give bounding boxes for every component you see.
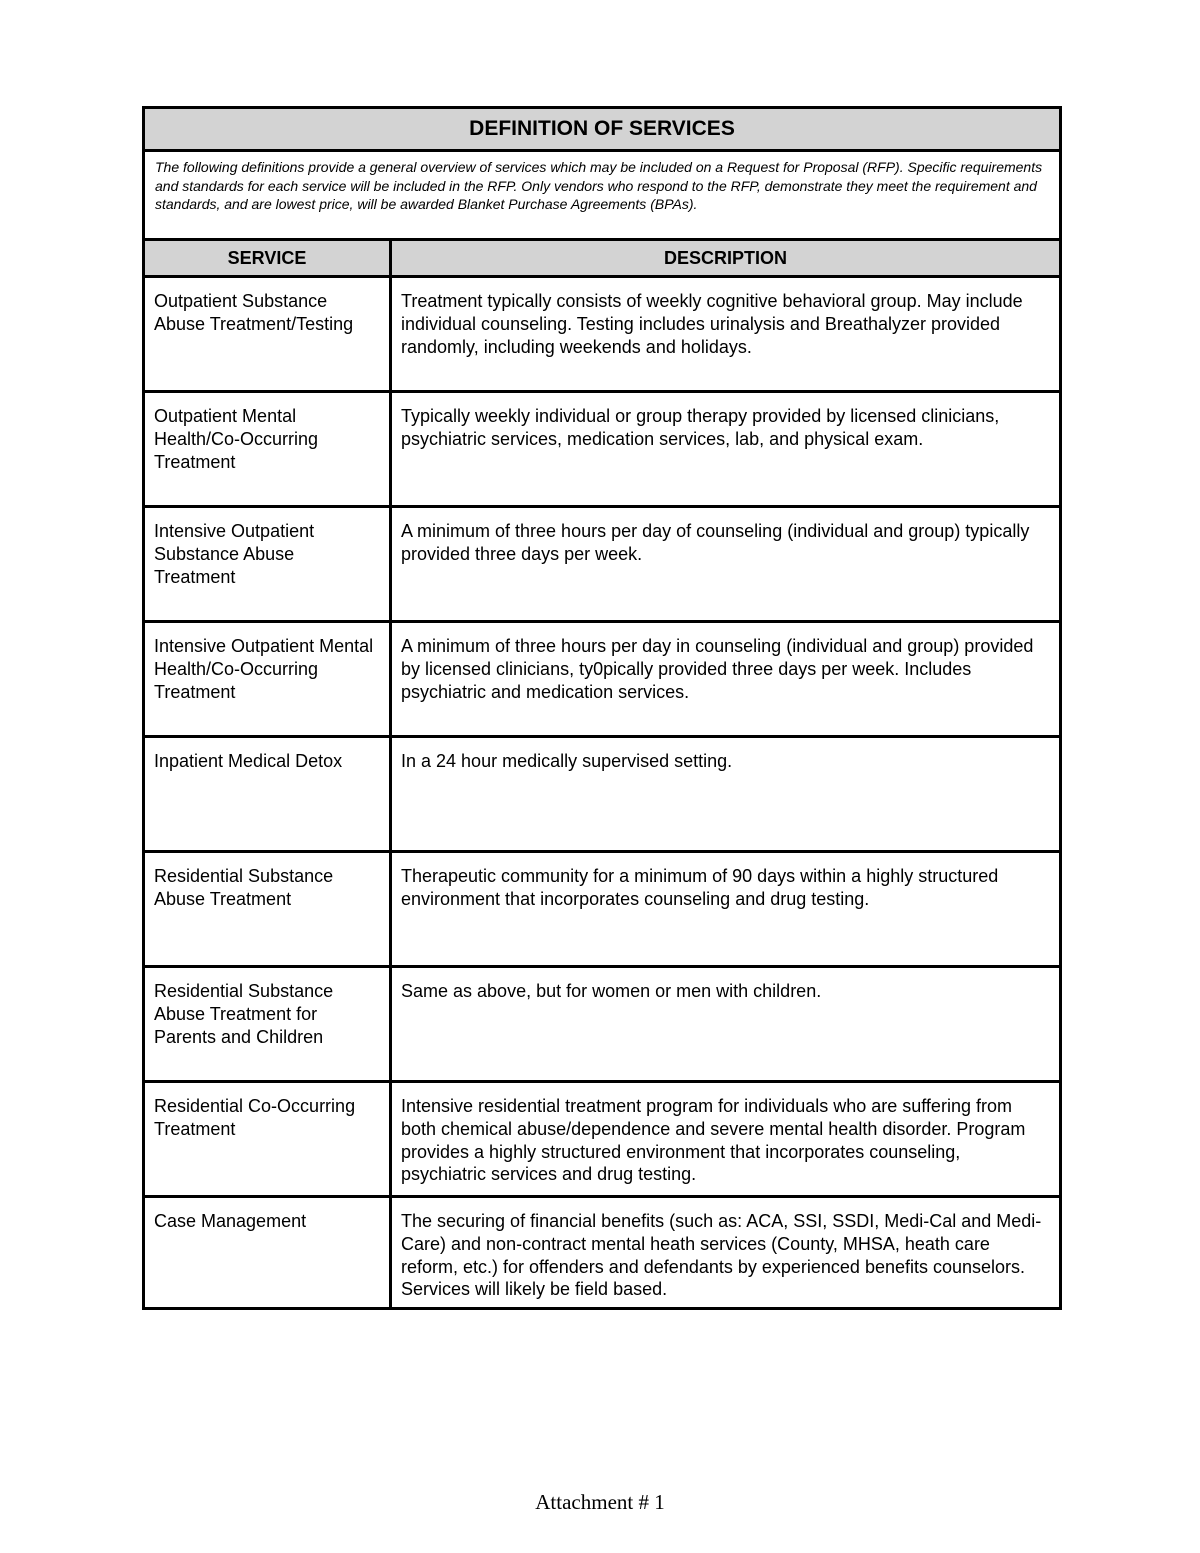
service-name: Intensive Outpatient Mental Health/Co-Occurring Treatment [144,622,391,737]
service-description: A minimum of three hours per day of counseling (individual and group) typically provided three days per week. [391,507,1061,622]
service-name: Outpatient Substance Abuse Treatment/Testing [144,277,391,392]
service-description: A minimum of three hours per day in counseling (individual and group) provided by licensed clinicians, ty0pically provided three days per week. Includes psychiatric and medication services. [391,622,1061,737]
page-footer: Attachment # 1 [535,1490,665,1514]
document-title: DEFINITION OF SERVICES [144,108,1061,151]
header-row [144,240,1061,277]
table-row [144,277,1061,392]
title-row [144,108,1061,151]
intro-row [144,151,1061,240]
table-row [144,967,1061,1082]
table-row [144,1082,1061,1197]
table-row [144,1197,1061,1309]
service-description: The securing of financial benefits (such as: ACA, SSI, SSDI, Medi-Cal and Medi-Care) and non-contract mental heath services (County, MHSA, heath care reform, etc.) for offenders and defendants by experienced benefits counselors. Services will likely be field based. [391,1197,1061,1309]
service-name: Intensive Outpatient Substance Abuse Treatment [144,507,391,622]
table-row [144,392,1061,507]
service-description: In a 24 hour medically supervised setting. [391,737,1061,852]
service-name: Residential Substance Abuse Treatment [144,852,391,967]
table-row [144,622,1061,737]
table-row [144,852,1061,967]
service-column-header: SERVICE [144,240,391,277]
table-row [144,737,1061,852]
service-name: Case Management [144,1197,391,1309]
service-description: Same as above, but for women or men with children. [391,967,1061,1082]
service-description: Therapeutic community for a minimum of 90 days within a highly structured environment that incorporates counseling and drug testing. [391,852,1061,967]
services-table [142,106,1062,1310]
service-description: Typically weekly individual or group therapy provided by licensed clinicians, psychiatric services, medication services, lab, and physical exam. [391,392,1061,507]
service-description: Intensive residential treatment program for individuals who are suffering from both chemical abuse/dependence and severe mental health disorder. Program provides a highly structured environment that incorporates counseling, psychiatric services and drug testing. [391,1082,1061,1197]
intro-text: The following definitions provide a general overview of services which may be included on a Request for Proposal (RFP). Specific requirements and standards for each service will be included in the RFP. Only vendors who respond to the RFP, demonstrate they meet the requirement and standards, and are lowest price, will be awarded Blanket Purchase Agreements (BPAs). [144,151,1061,240]
table-row [144,507,1061,622]
service-name: Outpatient Mental Health/Co-Occurring Treatment [144,392,391,507]
description-column-header: DESCRIPTION [391,240,1061,277]
service-name: Residential Co-Occurring Treatment [144,1082,391,1197]
service-name: Residential Substance Abuse Treatment for Parents and Children [144,967,391,1082]
service-name: Inpatient Medical Detox [144,737,391,852]
service-description: Treatment typically consists of weekly cognitive behavioral group. May include individual counseling. Testing includes urinalysis and Breathalyzer provided randomly, including weekends and holidays. [391,277,1061,392]
